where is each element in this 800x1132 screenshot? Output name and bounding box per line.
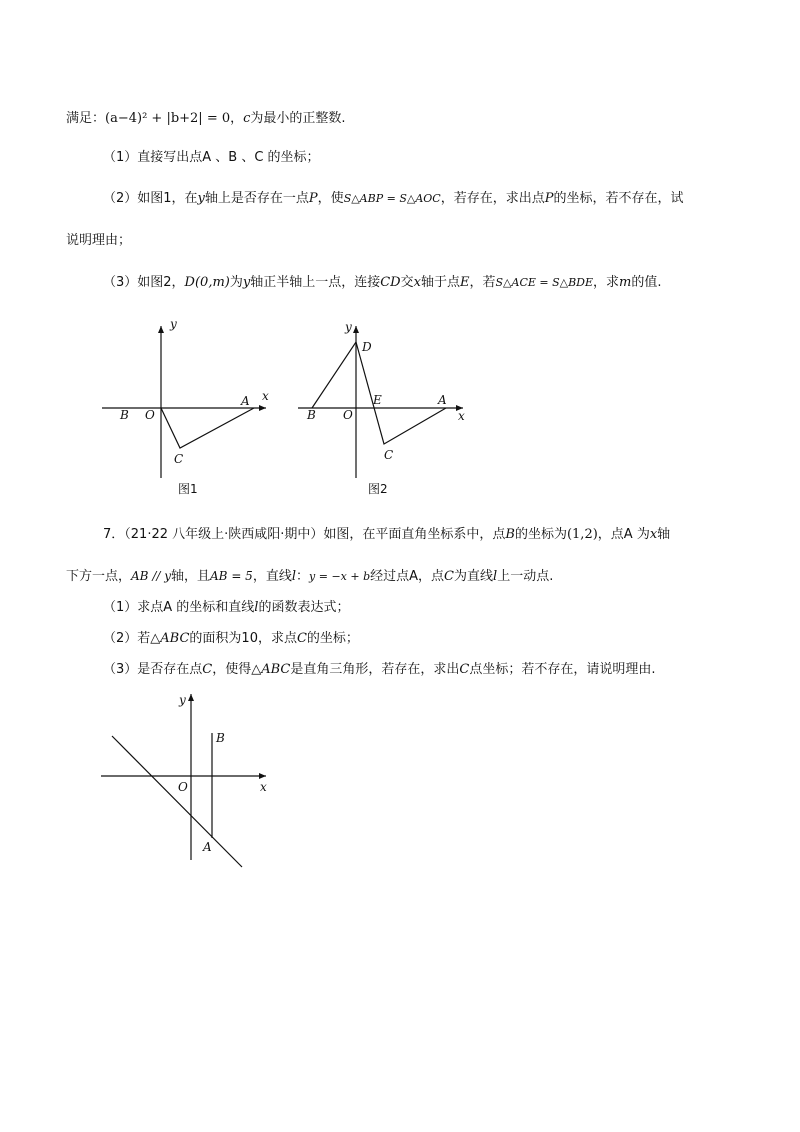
triangle-abc: △ABC xyxy=(251,662,291,677)
text: 轴上是否存在一点 xyxy=(204,191,309,206)
text: ，若 xyxy=(469,275,496,290)
var-y: y xyxy=(197,191,205,206)
triangle-abc: △ABC xyxy=(150,631,190,646)
text: 的函数表达式； xyxy=(258,600,350,615)
text: 轴 xyxy=(657,527,671,542)
x-axis-arrow xyxy=(259,405,266,411)
text: ，点A 为 xyxy=(597,527,650,542)
text: 交 xyxy=(400,275,414,290)
text: （3）是否存在点 xyxy=(103,662,203,677)
caption-fig1: 图1 xyxy=(178,482,198,496)
label-o: O xyxy=(178,780,188,794)
var-l: l xyxy=(291,569,297,584)
label-x: x xyxy=(260,780,267,794)
label-b: B xyxy=(307,408,316,422)
p6-q2-cont: 说明理由； xyxy=(66,233,132,248)
area-formula: S△ABP = S△AOC xyxy=(343,192,441,205)
label-c: C xyxy=(384,448,394,462)
label-y: y xyxy=(170,317,177,331)
text: 上一动点. xyxy=(497,569,554,584)
p7-line2 xyxy=(66,566,553,587)
label-o: O xyxy=(343,408,353,422)
label-a: A xyxy=(438,393,447,407)
line-l xyxy=(112,736,242,867)
coord-b: (1,2) xyxy=(566,527,598,542)
label-y: y xyxy=(179,693,186,707)
text: 是直角三角形，若存在，求出 xyxy=(290,662,460,677)
area-formula: S△ACE = S△BDE xyxy=(495,276,594,289)
triangle-path xyxy=(161,408,254,448)
var-c: C xyxy=(459,662,470,677)
text: ，使 xyxy=(317,191,344,206)
text: 轴，且 xyxy=(171,569,211,584)
text: 为 xyxy=(229,275,243,290)
text: （2）若 xyxy=(103,631,151,646)
var-y: y xyxy=(242,275,251,290)
label-y: y xyxy=(345,320,352,334)
var-m: m xyxy=(619,275,632,290)
text: （3）如图2， xyxy=(103,275,185,290)
text: 轴于点 xyxy=(420,275,460,290)
text: 的值. xyxy=(631,275,662,290)
y-axis-arrow xyxy=(353,326,359,333)
text: 满足： xyxy=(66,111,106,126)
text: 的坐标，若不存在，试 xyxy=(553,191,684,206)
p6-q1: （1）直接写出点A 、B 、C 的坐标； xyxy=(103,150,320,165)
text: 轴正半轴上一点，连接 xyxy=(250,275,381,290)
text: ，直线 xyxy=(252,569,292,584)
text: ： xyxy=(296,569,310,584)
p7-q2 xyxy=(103,629,359,649)
var-c: C xyxy=(296,631,307,646)
var-x: x xyxy=(413,275,421,290)
text: （1）求点A 的坐标和直线 xyxy=(103,600,255,615)
label-b: B xyxy=(216,731,225,745)
text: 的面积为10，求点 xyxy=(189,631,297,646)
text: （2）如图1，在 xyxy=(103,191,198,206)
y-axis-arrow xyxy=(158,326,164,333)
condition-formula: (a−4)² + |b+2| = 0 xyxy=(105,111,231,126)
var-x: x xyxy=(649,527,658,542)
x-axis-arrow xyxy=(259,773,266,779)
var-p: P xyxy=(308,191,318,206)
point-b: B xyxy=(505,527,515,542)
segment-cd: CD xyxy=(380,275,401,290)
text: ，求 xyxy=(593,275,620,290)
label-x: x xyxy=(262,389,269,403)
caption-fig2: 图2 xyxy=(368,482,388,496)
ab-length: AB = 5 xyxy=(210,569,253,583)
label-b: B xyxy=(120,408,129,422)
point-e: E xyxy=(459,275,470,290)
var-c: C xyxy=(202,662,213,677)
y-axis-arrow xyxy=(188,694,194,701)
label-a: A xyxy=(203,840,212,854)
text: 为最小的正整数. xyxy=(250,111,346,126)
text: 为直线 xyxy=(454,569,494,584)
var-c: C xyxy=(444,569,454,584)
var-c: c xyxy=(243,111,251,126)
var-l: l xyxy=(254,600,259,615)
label-a: A xyxy=(241,394,250,408)
text: 的坐标为 xyxy=(514,527,567,542)
label-o: O xyxy=(145,408,155,422)
p7-q3 xyxy=(103,660,656,680)
text: 经过点A，点 xyxy=(370,569,445,584)
label-c: C xyxy=(174,452,184,466)
p7-header xyxy=(103,525,670,545)
point-d: D(0,m) xyxy=(184,275,230,290)
text: 下方一点， xyxy=(66,569,132,584)
text: ，使得 xyxy=(212,662,252,677)
parallel-expr: AB // y xyxy=(131,569,171,583)
condition-line: 满足：(a−4)² + |b+2| = 0，c为最小的正整数. xyxy=(66,111,346,126)
label-x: x xyxy=(458,409,465,423)
var-p: P xyxy=(544,191,554,206)
label-e: E xyxy=(373,393,382,407)
text: 的坐标； xyxy=(306,631,359,646)
line-equation: y = −x + b xyxy=(309,570,371,583)
p7-q1 xyxy=(103,598,349,618)
label-d: D xyxy=(362,340,372,354)
text: 7．（21·22 八年级上·陕西咸阳·期中）如图，在平面直角坐标系中，点 xyxy=(103,527,506,542)
text: 点坐标；若不存在，请说明理由. xyxy=(469,662,656,677)
var-l: l xyxy=(493,569,498,584)
text: ，若存在，求出点 xyxy=(440,191,545,206)
